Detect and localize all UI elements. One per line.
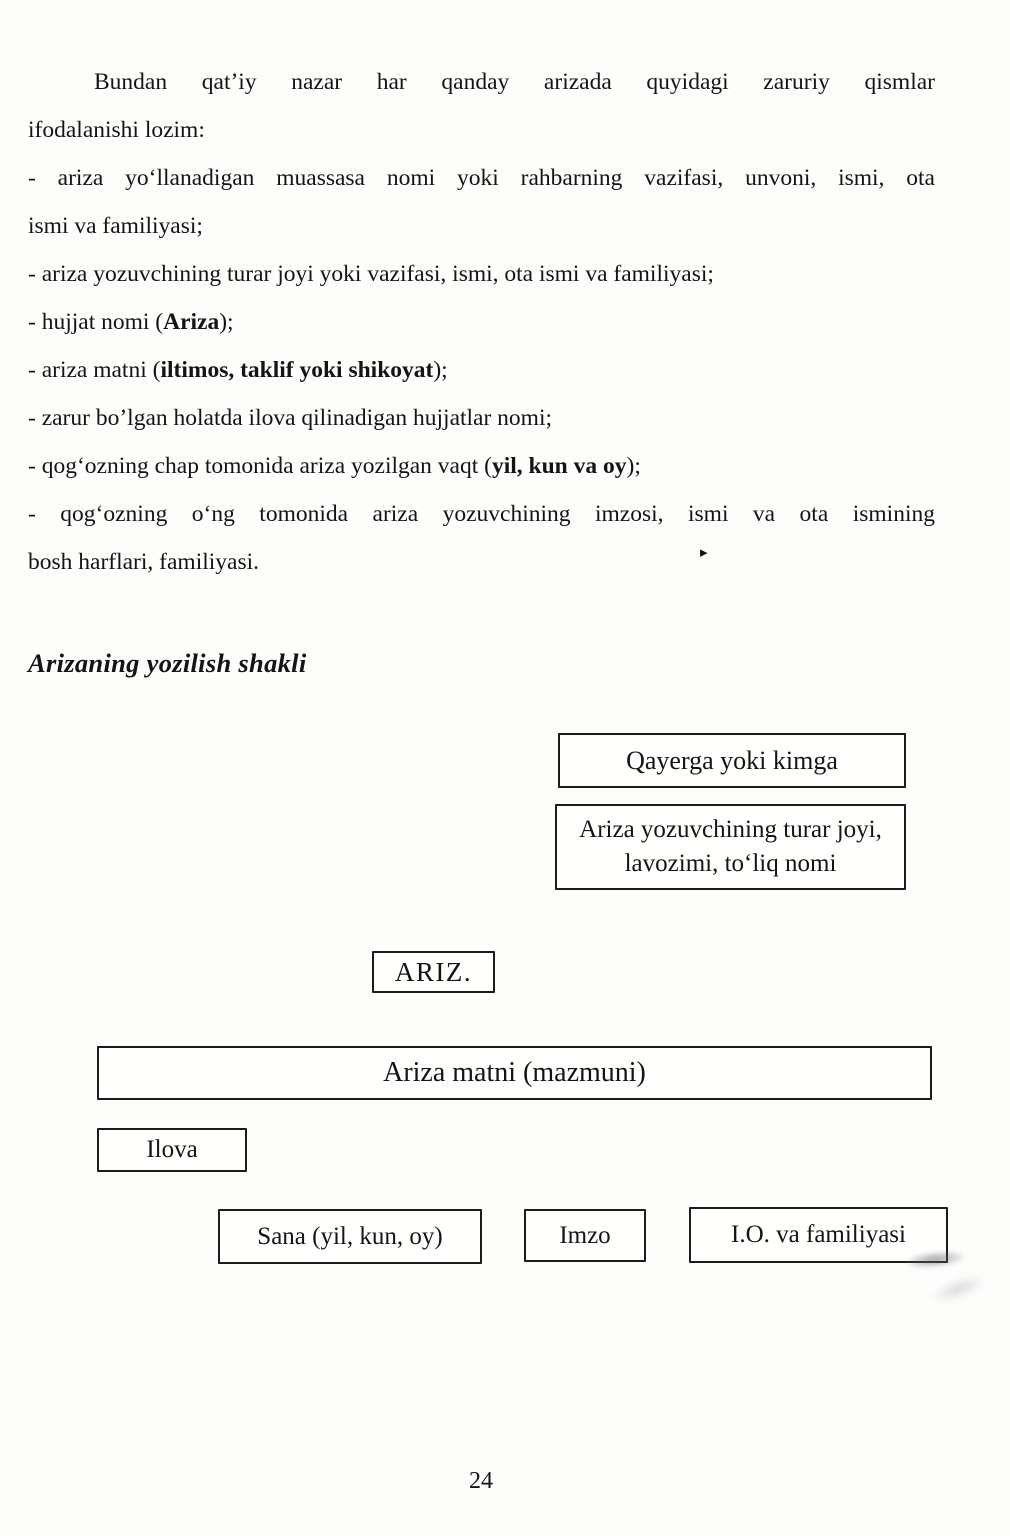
page-number: 24 (469, 1468, 493, 1494)
body-text-segment: ); (433, 357, 448, 383)
body-line (28, 202, 935, 250)
body-line (28, 538, 935, 586)
ink-speck: ▸ (700, 545, 708, 561)
body-text-segment: - ariza yoʻllanadigan muassasa nomi yoki rahbarning vazifasi, unvoni, ismi, ota (28, 165, 935, 191)
body-text-segment: - ariza matni ( (28, 357, 161, 383)
body-text-bold-segment: iltimos, taklif yoki shikoyat (160, 357, 434, 383)
diagram-box-body-label: Ariza matni (mazmuni) (383, 1057, 646, 1088)
body-text-segment: ); (626, 453, 641, 479)
diagram-box-title (372, 951, 495, 993)
diagram-box-date-label: Sana (yil, kun, oy) (257, 1222, 443, 1250)
diagram-box-attachment-label: Ilova (146, 1136, 198, 1163)
body-text-segment: - hujjat nomi ( (28, 309, 164, 335)
body-text-segment: - qogʻozning oʻng tomonida ariza yozuvchining imzosi, ismi va ota ismining (28, 501, 935, 527)
scan-smudge-faint (926, 1268, 990, 1309)
body-text-segment: - qogʻozning chap tomonida ariza yozilgan vaqt ( (28, 453, 492, 479)
diagram-box-signature (524, 1209, 646, 1262)
body-line (28, 346, 935, 394)
diagram-box-signature-label: Imzo (559, 1221, 611, 1249)
body-text-bold-segment: Ariza (163, 309, 220, 335)
diagram-box-attachment (97, 1128, 247, 1172)
diagram-box-writer (555, 804, 906, 890)
body-text-segment: ); (219, 309, 234, 335)
diagram-box-body (97, 1046, 932, 1100)
body-line (28, 250, 935, 298)
diagram-box-writer-label: Ariza yozuvchining turar joyi, lavozimi, toʻliq nomi (579, 816, 882, 877)
body-text-segment: - ariza yozuvchining turar joyi yoki vazifasi, ismi, ota ismi va familiyasi; (28, 261, 714, 287)
body-line (28, 154, 935, 202)
body-text-segment: bosh harflari, familiyasi. (28, 549, 260, 575)
body-line (28, 298, 935, 346)
body-text-segment: ismi va familiyasi; (28, 213, 203, 239)
body-text-segment: - zarur bo’lgan holatda ilova qilinadigan hujjatlar nomi; (28, 405, 553, 431)
body-text-segment: ifodalanishi lozim: (28, 117, 205, 143)
body-line (28, 490, 935, 538)
diagram-box-recipient (558, 733, 906, 788)
body-line (28, 442, 935, 490)
body-line (28, 58, 935, 106)
body-text-bold-segment: yil, kun va oy (491, 453, 627, 479)
section-heading: Arizaning yozilish shakli (28, 648, 307, 678)
body-text-segment: Bundan qat’iy nazar har qanday arizada quyidagi zaruriy qismlar (94, 69, 935, 95)
diagram-box-date (218, 1209, 482, 1264)
body-paragraphs (28, 58, 935, 586)
diagram-box-recipient-label: Qayerga yoki kimga (626, 745, 838, 775)
diagram-box-title-label: ARIZ. (394, 956, 473, 987)
body-line (28, 106, 935, 154)
body-line (28, 394, 935, 442)
diagram-box-name-label: I.O. va familiyasi (731, 1221, 906, 1248)
